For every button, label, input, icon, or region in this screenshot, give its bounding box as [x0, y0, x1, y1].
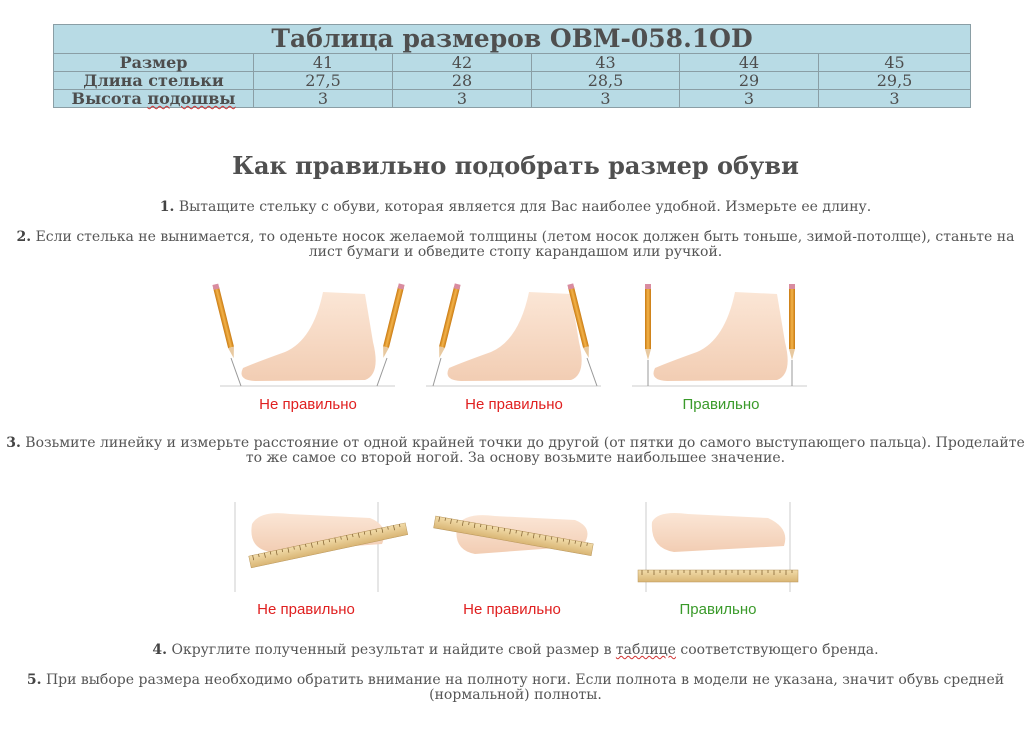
table-row	[54, 90, 971, 108]
table-title: Таблица размеров OBM-058.1OD	[54, 25, 971, 54]
step-text: Если стелька не вынимается, то оденьте носок желаемой толщины (летом носок должен быть тоньше, зимой-потолще), станьте на лист бумаги и обведите стопу карандашом или ручкой.	[31, 229, 1015, 260]
caption-wrong: Не правильно	[259, 396, 357, 413]
caption-wrong: Не правильно	[463, 601, 561, 618]
table-cell: 45	[819, 54, 971, 72]
step-text: При выборе размера необходимо обратить внимание на полноту ноги. Если полнота в модели не указана, значит обувь средней (нормальной) полноты.	[41, 672, 1005, 703]
table-cell: 43	[532, 54, 680, 72]
caption-right: Правильно	[682, 396, 760, 413]
guide-heading: Как правильно подобрать размер обуви	[232, 151, 799, 180]
table-cell: 3	[819, 90, 971, 108]
table-cell: 28	[393, 72, 532, 90]
pencil-figures	[205, 282, 815, 390]
table-cell: 29	[680, 72, 819, 90]
step-text: Вытащите стельку с обуви, которая является для Вас наиболее удобной. Измерьте ее длину.	[174, 199, 872, 215]
step-number: 1.	[159, 199, 175, 215]
table-cell: 42	[393, 54, 532, 72]
step-number: 5.	[26, 672, 42, 688]
table-cell: 3	[532, 90, 680, 108]
step-text: Возьмите линейку и измерьте расстояние от одной крайней точки до другой (от пятки до самого выступающего пальца). Проделайте то же самое со второй ногой. За основу возьмите наибольшее значение.	[20, 435, 1025, 466]
step-1	[0, 200, 1031, 215]
table-cell: 41	[254, 54, 393, 72]
table-cell: 44	[680, 54, 819, 72]
table-cell: 3	[393, 90, 532, 108]
foot-icon	[632, 284, 807, 386]
ruler-icon	[235, 502, 408, 592]
table-cell: 28,5	[532, 72, 680, 90]
table-cell: 29,5	[819, 72, 971, 90]
step-4	[0, 643, 1031, 658]
table-cell: 3	[254, 90, 393, 108]
foot-icon	[212, 283, 404, 386]
foot-icon	[426, 283, 601, 386]
step-5	[0, 673, 1031, 703]
ruler-icon	[434, 515, 594, 556]
step-2	[0, 230, 1031, 260]
step-number: 4.	[152, 642, 168, 658]
row-label: Размер	[54, 54, 254, 72]
row-label	[54, 90, 254, 108]
caption-right: Правильно	[679, 601, 757, 618]
step-text-spell: таблице	[615, 642, 676, 658]
step-text: соответствующего бренда.	[675, 642, 879, 658]
step-number: 2.	[16, 229, 32, 245]
ruler-figures	[230, 500, 805, 595]
table-cell: 3	[680, 90, 819, 108]
caption-wrong: Не правильно	[257, 601, 355, 618]
step-text: Округлите полученный результат и найдите свой размер в	[167, 642, 616, 658]
size-table	[53, 24, 971, 108]
table-cell: 27,5	[254, 72, 393, 90]
row-label-main: Высота	[71, 89, 148, 108]
table-title-row	[54, 25, 971, 54]
step-number: 3.	[6, 435, 21, 451]
table-row	[54, 72, 971, 90]
row-label-spell: подошвы	[147, 89, 236, 108]
ruler-icon	[638, 502, 798, 592]
step-3	[0, 436, 1031, 466]
row-label: Длина стельки	[54, 72, 254, 90]
caption-wrong: Не правильно	[465, 396, 563, 413]
table-row	[54, 54, 971, 72]
